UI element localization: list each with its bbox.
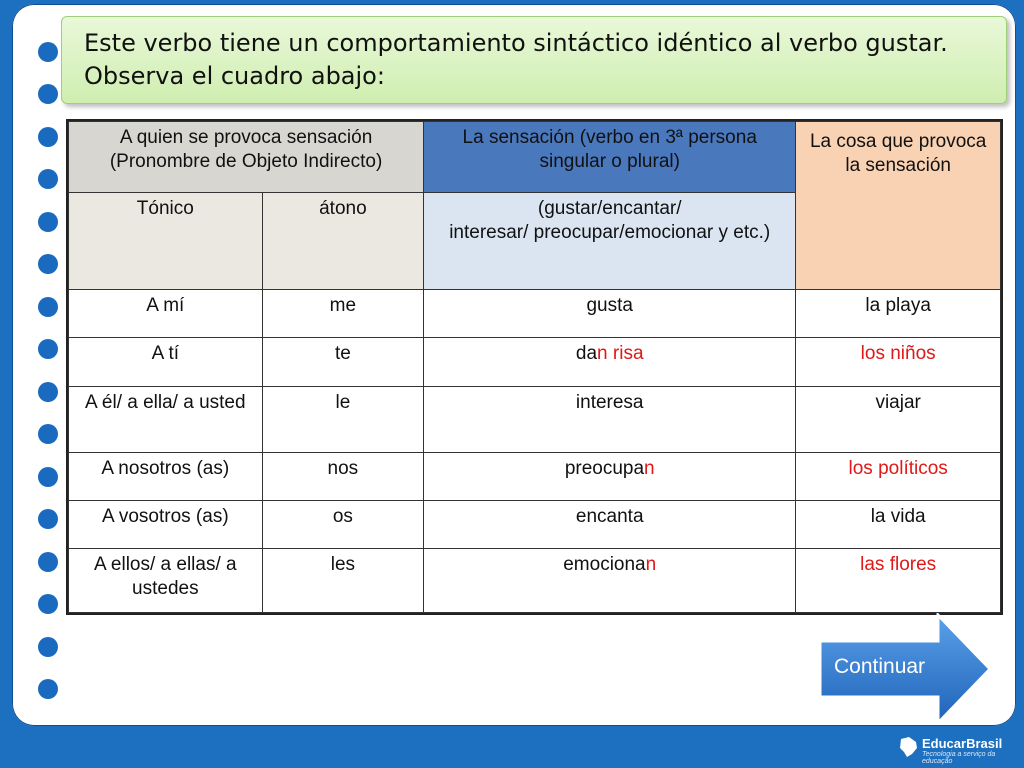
cell-cosa: los políticos — [796, 452, 1001, 500]
binder-hole — [38, 254, 58, 274]
binder-hole — [38, 424, 58, 444]
title-line-1: Este verbo tiene un comportamiento sintáctico idéntico al verbo gustar. — [84, 29, 948, 57]
cell-atono: les — [262, 548, 424, 612]
binder-hole — [38, 679, 58, 699]
header-sensation: La sensación (verbo en 3ª persona singular o plural) — [424, 122, 796, 193]
slide-title — [84, 27, 994, 93]
cell-verb: interesa — [424, 386, 796, 452]
cell-atono: os — [262, 500, 424, 548]
logo-name: EducarBrasil — [922, 736, 1003, 751]
subheader-verbs: (gustar/encantar/ interesar/ preocupar/emocionar y etc.) — [424, 193, 796, 290]
table-row — [69, 290, 1001, 338]
brazil-map-icon — [898, 736, 918, 758]
cell-atono: me — [262, 290, 424, 338]
table-row — [69, 452, 1001, 500]
binder-hole — [38, 42, 58, 62]
subheader-atono: átono — [262, 193, 424, 290]
binder-hole — [38, 552, 58, 572]
binder-hole — [38, 297, 58, 317]
table-row — [69, 386, 1001, 452]
title-line-2: Observa el cuadro abajo: — [84, 62, 385, 90]
cell-cosa: los niños — [796, 338, 1001, 386]
verb-table — [66, 119, 1003, 615]
cell-tonico: A nosotros (as) — [69, 452, 263, 500]
cell-cosa: la playa — [796, 290, 1001, 338]
table-row — [69, 500, 1001, 548]
slide-page — [12, 4, 1016, 726]
continue-button[interactable] — [816, 613, 994, 725]
binder-hole — [38, 382, 58, 402]
cell-atono: le — [262, 386, 424, 452]
educarbrasil-logo — [898, 733, 1014, 763]
binder-hole — [38, 467, 58, 487]
table-row — [69, 548, 1001, 612]
binder-hole — [38, 169, 58, 189]
binder-hole — [38, 637, 58, 657]
logo-tagline: Tecnologia a serviço da educação — [922, 751, 996, 765]
header-indirect-object: A quien se provoca sensación (Pronombre de Objeto Indirecto) — [69, 122, 424, 193]
table-row — [69, 338, 1001, 386]
cell-atono: nos — [262, 452, 424, 500]
subheader-tonico: Tónico — [69, 193, 263, 290]
cell-tonico: A tí — [69, 338, 263, 386]
binder-hole — [38, 509, 58, 529]
header-thing: La cosa que provoca la sensación — [796, 122, 1001, 290]
cell-verb: emocionan — [424, 548, 796, 612]
cell-tonico: A él/ a ella/ a usted — [69, 386, 263, 452]
slide-title-box — [61, 16, 1007, 104]
cell-verb: preocupan — [424, 452, 796, 500]
cell-cosa: viajar — [796, 386, 1001, 452]
binder-hole — [38, 339, 58, 359]
cell-tonico: A mí — [69, 290, 263, 338]
cell-verb: gusta — [424, 290, 796, 338]
cell-tonico: A ellos/ a ellas/ a ustedes — [69, 548, 263, 612]
cell-verb: dan risa — [424, 338, 796, 386]
continue-button-label: Continuar — [834, 655, 926, 678]
binder-hole — [38, 127, 58, 147]
cell-cosa: la vida — [796, 500, 1001, 548]
cell-tonico: A vosotros (as) — [69, 500, 263, 548]
binder-hole — [38, 84, 58, 104]
binder-hole — [38, 212, 58, 232]
cell-verb: encanta — [424, 500, 796, 548]
cell-cosa: las flores — [796, 548, 1001, 612]
cell-atono: te — [262, 338, 424, 386]
binder-holes — [38, 42, 60, 702]
binder-hole — [38, 594, 58, 614]
